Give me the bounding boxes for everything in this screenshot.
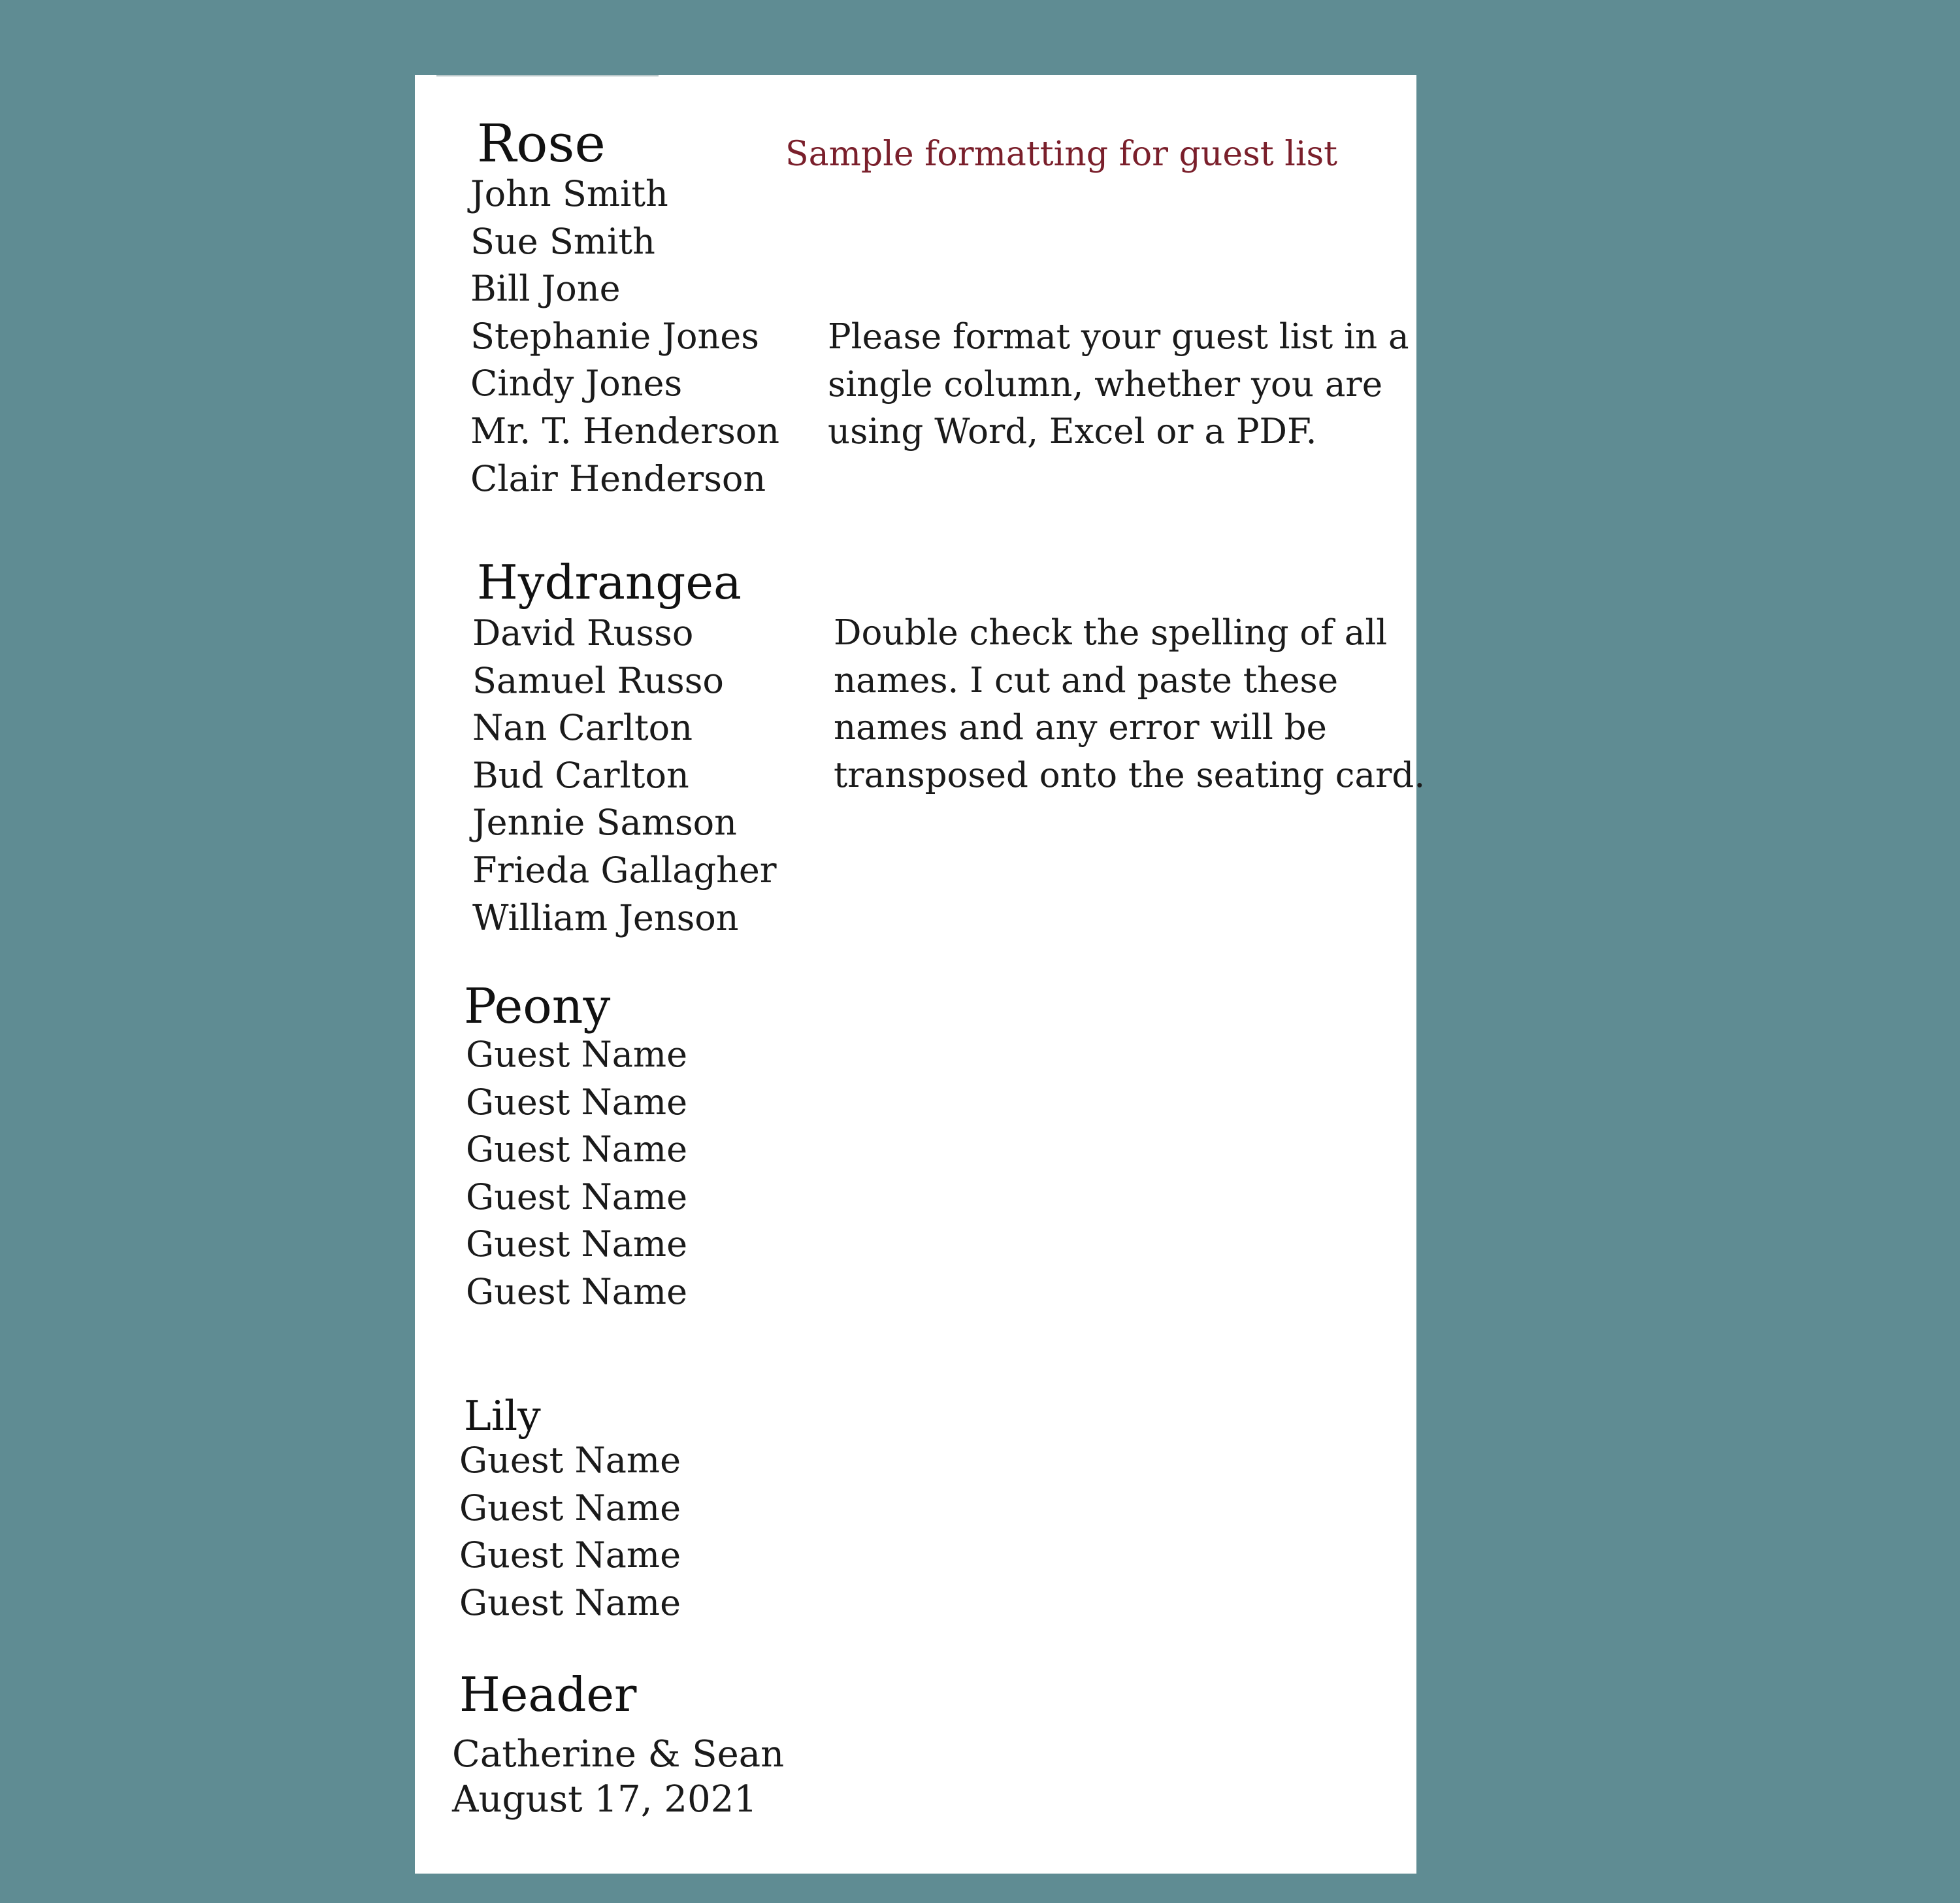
sample-heading: Sample formatting for guest list <box>785 135 1338 174</box>
guest-name: Guest Name <box>466 1129 688 1170</box>
guest-name: Bud Carlton <box>472 754 689 796</box>
note-line: names. I cut and paste these <box>834 660 1339 701</box>
guest-name: Nan Carlton <box>472 707 693 749</box>
guest-name: William Jenson <box>472 897 739 938</box>
guest-name: Samuel Russo <box>472 659 724 701</box>
table-title-lily: Lily <box>464 1392 541 1440</box>
note-line: Please format your guest list in a <box>828 317 1409 357</box>
note-line: using Word, Excel or a PDF. <box>828 412 1317 452</box>
note-spelling <box>834 610 1425 799</box>
guest-list-rose <box>470 171 779 503</box>
table-title-hydrangea: Hydrangea <box>477 555 742 610</box>
guest-name: Clair Henderson <box>470 457 766 499</box>
table-title-rose: Rose <box>477 113 606 174</box>
guest-name: Frieda Gallagher <box>472 849 777 891</box>
guest-name: Stephanie Jones <box>470 315 759 357</box>
guest-list-hydrangea <box>472 610 777 942</box>
guest-name: Mr. T. Henderson <box>470 410 780 452</box>
guest-name: Guest Name <box>466 1270 688 1312</box>
guest-name: Guest Name <box>459 1534 681 1576</box>
guest-name: Bill Jone <box>470 268 621 310</box>
guest-name: Guest Name <box>466 1081 688 1123</box>
guest-name: Guest Name <box>466 1223 688 1265</box>
guest-name: Guest Name <box>459 1440 681 1481</box>
top-rule-line <box>436 75 659 76</box>
guest-name: Jennie Samson <box>472 802 737 844</box>
guest-name: Sue Smith <box>470 220 655 262</box>
guest-name: Guest Name <box>459 1581 681 1623</box>
guest-list-lily <box>459 1437 681 1627</box>
note-line: Double check the spelling of all <box>834 613 1388 653</box>
header-lines <box>452 1732 784 1822</box>
table-title-peony: Peony <box>464 978 611 1034</box>
header-title: Header <box>459 1667 637 1722</box>
note-format <box>828 314 1409 456</box>
note-line: names and any error will be <box>834 708 1327 748</box>
guest-name: Guest Name <box>466 1176 688 1217</box>
guest-name: David Russo <box>472 612 694 654</box>
note-line: transposed onto the seating card. <box>834 755 1426 795</box>
guest-list-peony <box>466 1031 687 1316</box>
note-line: single column, whether you are <box>828 364 1383 405</box>
guest-name: John Smith <box>470 173 668 214</box>
guest-name: Guest Name <box>459 1487 681 1529</box>
guest-name: Guest Name <box>466 1034 688 1075</box>
header-date: August 17, 2021 <box>452 1778 757 1821</box>
document-page <box>415 75 1426 1874</box>
guest-name: Cindy Jones <box>470 363 683 405</box>
header-couple-names: Catherine & Sean <box>452 1733 785 1776</box>
